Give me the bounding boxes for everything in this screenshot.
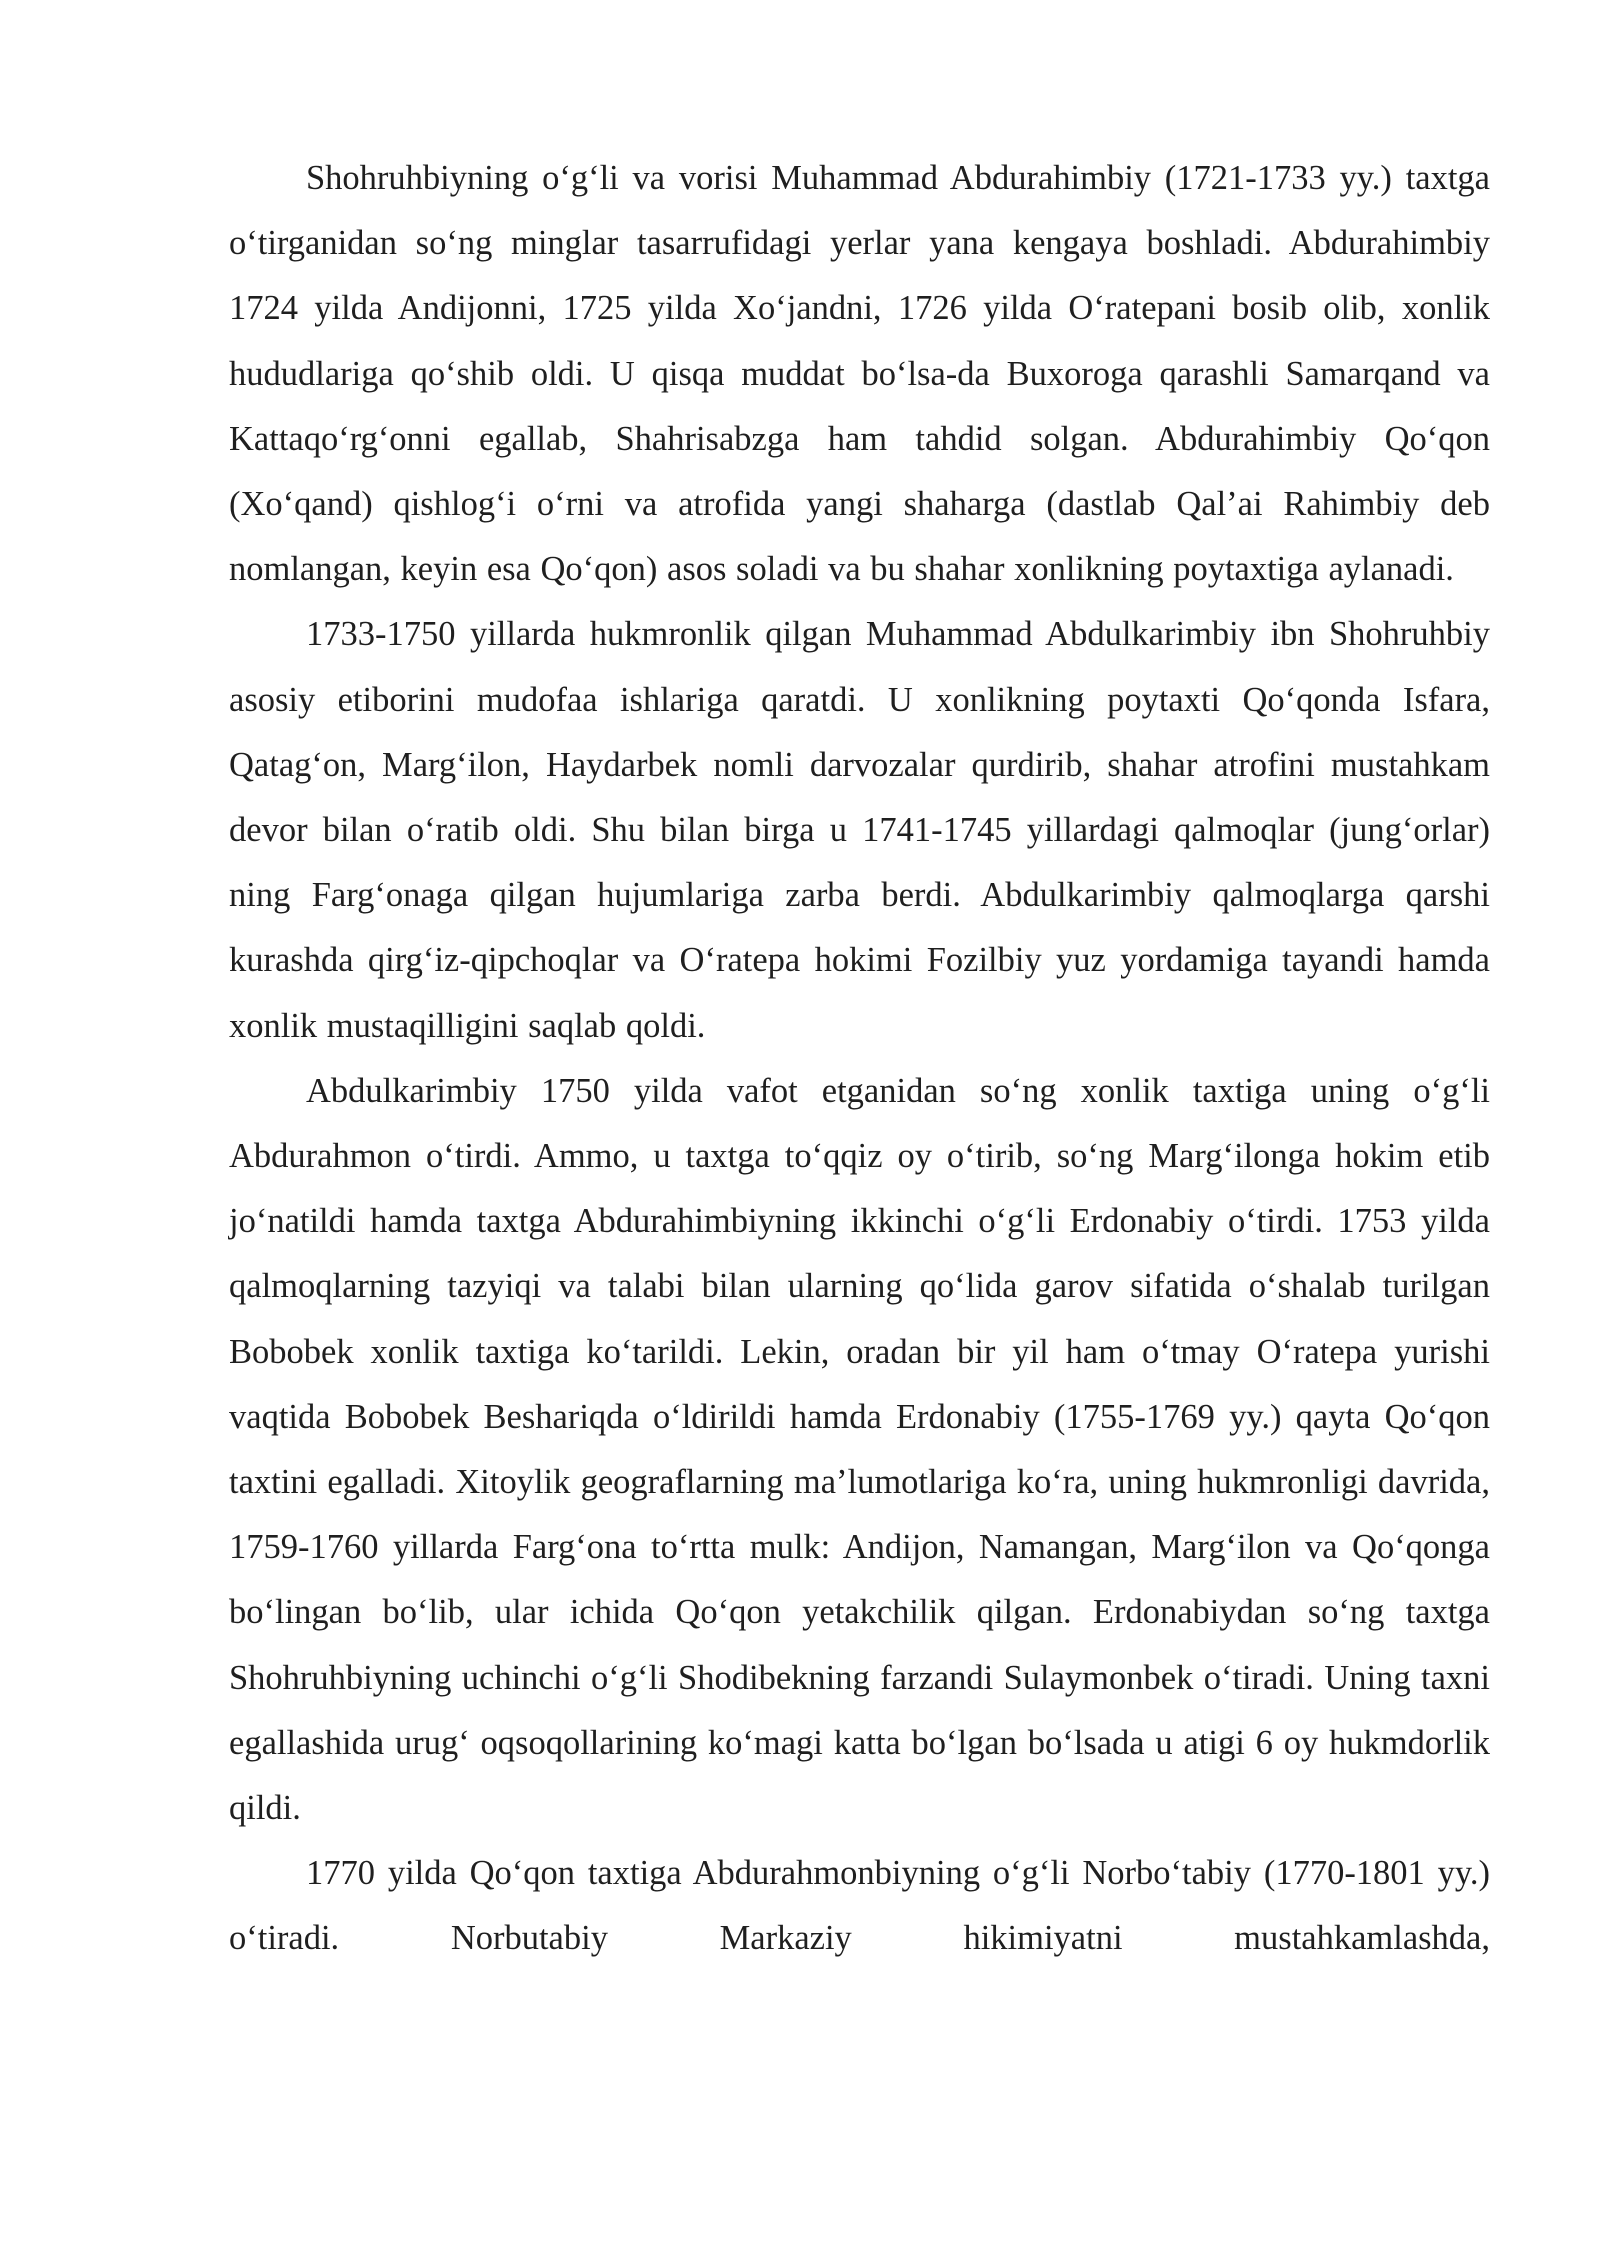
paragraph-1: Shohruhbiyning o‘g‘li va vorisi Muhammad Abdurahimbiy (1721-1733 yy.) taxtga o‘tirganidan so‘ng minglar tasarrufidagi yerlar yana kengaya boshladi. Abdurahimbiy 1724 yilda Andijonni, 1725 yilda Xo‘jandni, 1726 yilda O‘ratepani bosib olib, xonlik hududlariga qo‘shib oldi. U qisqa muddat bo‘lsa-da Buxoroga qarashli Samarqand va Kattaqo‘rg‘onni egallab, Shahrisabzga ham tahdid solgan. Abdurahimbiy Qo‘qon (Xo‘qand) qishlog‘i o‘rni va atrofida yangi shaharga (dastlab Qal’ai Rahimbiy deb nomlangan, keyin esa Qo‘qon) asos soladi va bu shahar xonlikning poytaxtiga aylanadi.	[229, 159, 1490, 589]
paragraph-2: 1733-1750 yillarda hukmronlik qilgan Muhammad Abdulkarimbiy ibn Shohruhbiy asosiy etiborini mudofaa ishlariga qaratdi. U xonlikning poytaxti Qo‘qonda Isfara, Qatag‘on, Marg‘ilon, Haydarbek nomli darvozalar qurdirib, shahar atrofini mustahkam devor bilan o‘ratib oldi. Shu bilan birga u 1741-1745 yillardagi qalmoqlar (jung‘orlar) ning Farg‘onaga qilgan hujumlariga zarba berdi. Abdulkarimbiy qalmoqlarga qarshi kurashda qirg‘iz-qipchoqlar va O‘ratepa hokimi Fozilbiy yuz yordamiga tayandi hamda xonlik mustaqilligini saqlab qoldi.	[229, 615, 1490, 1045]
paragraph-3: Abdulkarimbiy 1750 yilda vafot etganidan so‘ng xonlik taxtiga uning o‘g‘li Abdurahmon o‘tirdi. Ammo, u taxtga to‘qqiz oy o‘tirib, so‘ng Marg‘ilonga hokim etib jo‘natildi hamda taxtga Abdurahimbiyning ikkinchi o‘g‘li Erdonabiy o‘tirdi. 1753 yilda qalmoqlarning tazyiqi va talabi bilan ularning qo‘lida garov sifatida o‘shalab turilgan Bobobek xonlik taxtiga ko‘tarildi. Lekin, oradan bir yil ham o‘tmay O‘ratepa yurishi vaqtida Bobobek Beshariqda o‘ldirildi hamda Erdonabiy (1755-1769 yy.) qayta Qo‘qon taxtini egalladi. Xitoylik geograflarning ma’lumotlariga ko‘ra, uning hukmronligi davrida, 1759-1760 yillarda Farg‘ona to‘rtta mulk: Andijon, Namangan, Marg‘ilon va Qo‘qonga bo‘lingan bo‘lib, ular ichida Qo‘qon yetakchilik qilgan. Erdonabiydan so‘ng taxtga Shohruhbiyning uchinchi o‘g‘li Shodibekning farzandi Sulaymonbek o‘tiradi. Uning taxni egallashida urug‘ oqsoqollarining ko‘magi katta bo‘lgan bo‘lsada u atigi 6 oy hukmdorlik qildi.	[229, 1071, 1490, 1828]
body-text	[229, 146, 1490, 1972]
paragraph-4: 1770 yilda Qo‘qon taxtiga Abdurahmonbiyning o‘g‘li Norbo‘tabiy (1770-1801 yy.) o‘tiradi. Norbutabiy Markaziy hikimiyatni mustahkamlashda,	[229, 1854, 1490, 1958]
